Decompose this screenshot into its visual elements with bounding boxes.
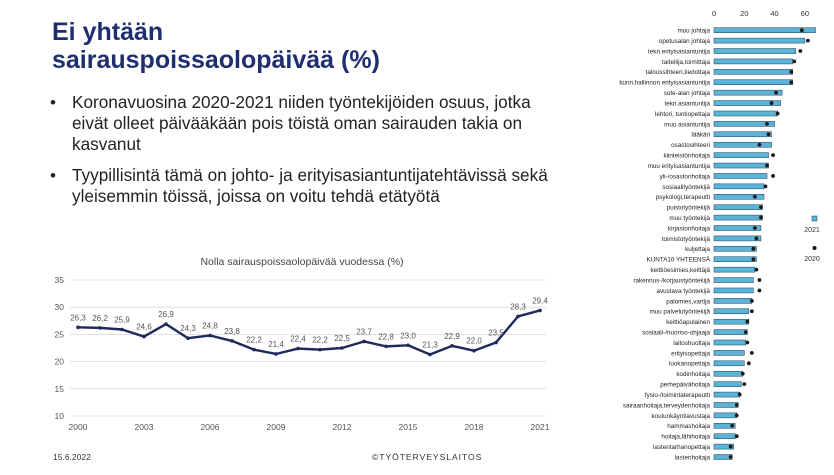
bar-2021 (714, 215, 762, 220)
marker-2020 (744, 330, 748, 334)
marker-2020 (771, 153, 775, 157)
marker-2020 (753, 195, 757, 199)
bar-category-label: luokanopettaja (669, 360, 710, 368)
data-label: 22,9 (444, 331, 460, 341)
y-tick-label: 25 (54, 329, 64, 340)
line-chart-grid (70, 280, 546, 416)
bullet-list (48, 92, 568, 217)
line-point (362, 340, 366, 344)
y-tick-label: 10 (54, 411, 64, 421)
bar-category-label: keittiöesimies,keittäjä (650, 267, 710, 275)
bar-2021 (714, 236, 761, 241)
line-point (472, 349, 476, 353)
legend-marker-2020 (813, 246, 817, 250)
bar-category-label: laitoshuoltaja (673, 339, 710, 347)
bar-2021 (714, 173, 767, 178)
line-point (98, 326, 102, 330)
x-tick-label: 2003 (134, 422, 154, 432)
line-point (406, 343, 410, 347)
data-label: 24,8 (202, 321, 218, 331)
marker-2020 (774, 91, 778, 95)
bullet-text-2: Tyypillisintä tämä on johto- ja erityisasiantuntijatehtävissä sekä yleisemmin töissä, joissa on voitu tehdä etätyötä (72, 165, 548, 206)
bar-category-label: taloussihteeri,tiedottaja (645, 69, 710, 77)
line-point (428, 353, 432, 357)
x-tick-label: 2000 (68, 422, 88, 432)
bar-category-label: kunn.hallinnon erityisasiantuntija (619, 79, 710, 87)
bar-2021 (714, 225, 761, 230)
legend-swatch-2021 (812, 216, 817, 221)
data-label: 23,8 (224, 326, 240, 336)
line-chart-title: Nolla sairauspoissaolopäivää vuodessa (%) (200, 256, 404, 268)
marker-2020 (806, 39, 810, 43)
marker-2020 (759, 216, 763, 220)
line-point (120, 328, 124, 332)
bar-category-label: perhepäivähoitaja (660, 381, 710, 389)
bar-2021 (714, 153, 769, 158)
bar-category-label: avustava työntekijä (656, 287, 710, 295)
bar-category-label: muu työntekijä (669, 214, 710, 222)
bar-category-label: erityisopettaja (671, 350, 710, 358)
bar-2021 (714, 267, 755, 272)
marker-2020 (765, 122, 769, 126)
bar-category-label: muu erityisasiantuntija (647, 162, 710, 170)
marker-2020 (750, 309, 754, 313)
bar-2021 (714, 28, 815, 33)
bar-2021 (714, 413, 737, 418)
bar-category-label: sairaanhoitaja,terveydenhoitaja (622, 402, 710, 410)
bar-2021 (714, 371, 743, 376)
bar-2021 (714, 246, 756, 251)
bar-category-label: koulunkäyntiavustaja (651, 412, 710, 420)
x-tick-label: 2012 (332, 422, 352, 432)
marker-2020 (729, 455, 733, 459)
bar-category-label: kirjastonhoitaja (667, 225, 710, 233)
marker-2020 (735, 413, 739, 417)
data-label: 26,3 (70, 313, 86, 323)
data-label: 22,4 (290, 334, 306, 344)
marker-2020 (753, 226, 757, 230)
data-label: 22,5 (334, 334, 350, 343)
x-tick-label: 2006 (200, 422, 220, 432)
bar-category-label: lääkäri (691, 131, 710, 139)
line-point (384, 345, 388, 349)
title-line-1: Ei yhtään (52, 18, 164, 46)
bar-2021 (714, 205, 762, 210)
marker-2020 (789, 70, 793, 74)
bar-2021 (714, 330, 747, 335)
bar-2021 (714, 111, 778, 116)
line-point (142, 335, 146, 339)
line-point (296, 347, 300, 351)
line-point (208, 334, 212, 338)
marker-2020 (742, 382, 746, 386)
line-point (252, 348, 256, 352)
bar-chart-rows (619, 28, 815, 462)
bar-2021 (714, 90, 782, 95)
bar-category-label: tekn.erityisasiantuntija (648, 48, 710, 56)
bar-x-tick-label: 40 (770, 9, 779, 18)
data-label: 21,3 (422, 340, 438, 350)
bar-category-label: hammashoitaja (667, 423, 710, 431)
bar-2021 (714, 49, 796, 54)
marker-2020 (792, 60, 796, 64)
bar-category-label: hoitaja,lähihoitaja (661, 433, 710, 441)
line-points (76, 309, 542, 357)
marker-2020 (800, 28, 804, 32)
bar-category-label: muu johtaja (677, 27, 710, 35)
bar-category-label: muu palvelutyöntekijä (649, 308, 710, 316)
data-label: 23,0 (400, 331, 416, 341)
line-point (164, 322, 168, 326)
bar-2021 (714, 121, 775, 126)
bar-2021 (714, 278, 753, 283)
marker-2020 (789, 80, 793, 84)
legend-label-2021: 2021 (804, 227, 820, 234)
data-label: 29,4 (532, 296, 548, 306)
bar-2021 (714, 163, 769, 168)
bar-2021 (714, 319, 749, 324)
bar-2021 (714, 69, 793, 74)
bar-2021 (714, 288, 753, 293)
bar-category-label: fysio-/toimintaterapeutti (644, 391, 710, 399)
data-label: 26,2 (92, 313, 108, 323)
bar-2021 (714, 80, 793, 85)
bar-category-label: sote-alan johtaja (663, 90, 710, 98)
marker-2020 (745, 320, 749, 324)
bar-2021 (714, 38, 805, 43)
bar-2021 (714, 194, 764, 199)
marker-2020 (759, 205, 763, 209)
y-tick-label: 30 (54, 302, 64, 313)
bar-2021 (714, 402, 738, 407)
data-label: 26,9 (158, 310, 174, 320)
marker-2020 (755, 237, 759, 241)
bar-category-label: sosiaalityöntekijä (662, 183, 710, 191)
bar-x-tick-label: 0 (711, 9, 717, 18)
marker-2020 (751, 257, 755, 261)
line-point (318, 348, 322, 352)
line-point (494, 341, 498, 345)
marker-2020 (751, 247, 755, 251)
marker-2020 (771, 174, 775, 178)
bar-category-label: lastentarhanopettaja (652, 444, 710, 452)
bar-category-label: puistotyöntekijä (666, 204, 710, 212)
bar-2021 (714, 340, 746, 345)
x-tick-label: 2009 (266, 422, 286, 432)
slide-title (52, 18, 432, 74)
marker-2020 (738, 393, 742, 397)
marker-2020 (741, 372, 745, 376)
data-label: 24,3 (180, 324, 196, 334)
bar-category-label: keittiöapulainen (666, 319, 710, 327)
line-point (230, 339, 234, 343)
data-label: 25,9 (114, 315, 130, 325)
line-point (450, 344, 454, 348)
marker-2020 (730, 424, 734, 428)
marker-2020 (758, 143, 762, 147)
marker-2020 (764, 184, 768, 188)
title-line-2: sairauspoissaolopäivää (%) (52, 46, 380, 74)
line-point (76, 326, 80, 330)
bar-category-label: toimistotyöntekijä (661, 235, 710, 243)
x-tick-label: 2018 (464, 422, 484, 432)
marker-2020 (735, 434, 739, 438)
data-label: 22,0 (466, 336, 482, 346)
line-series (78, 310, 540, 354)
bar-category-label: kiinteistönhoitaja (663, 152, 710, 160)
bar-category-label: tekn.asiantuntija (664, 100, 710, 108)
bar-chart-legend (804, 216, 820, 263)
bar-2021 (714, 361, 744, 366)
bar-x-tick-label: 60 (800, 9, 810, 18)
footer-org: ©TYÖTERVEYSLAITOS (372, 452, 483, 462)
bar-x-tick-label: 20 (740, 9, 749, 18)
marker-2020 (767, 132, 771, 136)
marker-2020 (745, 341, 749, 345)
bar-2021 (714, 309, 749, 314)
line-point (274, 352, 278, 356)
bullet-dot-icon: • (50, 93, 56, 112)
marker-2020 (750, 351, 754, 355)
bar-category-label: opetusalan johtaja (658, 38, 710, 46)
marker-2020 (758, 289, 762, 293)
bar-category-label: KUNTA10 YHTEENSÄ (646, 256, 710, 264)
bar-2021 (714, 392, 740, 397)
marker-2020 (770, 101, 774, 105)
bar-category-label: psykologi,terapeutti (655, 194, 710, 202)
x-tick-label: 2021 (530, 422, 550, 432)
data-label: 22,8 (378, 332, 394, 342)
data-label: 21,4 (268, 339, 284, 349)
bar-2021 (714, 184, 764, 189)
marker-2020 (729, 445, 733, 449)
bar-2021 (714, 298, 752, 303)
marker-2020 (758, 278, 762, 282)
bar-2021 (714, 382, 741, 387)
marker-2020 (750, 299, 754, 303)
bar-category-label: rakennus-/korjaustyöntekijä (633, 277, 710, 285)
line-point (516, 315, 520, 319)
bar-2021 (714, 101, 781, 106)
bar-category-label: kuljettaja (685, 246, 710, 254)
bar-category-label: osastosihteeri (671, 142, 710, 150)
marker-2020 (798, 49, 802, 53)
bar-2021 (714, 444, 734, 449)
data-label: 23,7 (356, 327, 372, 337)
data-label: 23,5 (488, 328, 504, 338)
bar-category-label: lastenhoitaja (674, 454, 710, 462)
bullet-text-1: Koronavuosina 2020-2021 niiden työntekijöiden osuus, jotka eivät olleet päivääkään pois töistä oman sairauden takia on kasvanut (72, 92, 531, 154)
line-data-labels (70, 296, 548, 349)
bar-2021 (714, 59, 793, 64)
y-tick-label: 35 (54, 275, 64, 285)
bar-category-label: sosiaali-/nuoriso-ohjaaja (642, 329, 710, 337)
bar-chart-x-axis (712, 9, 809, 18)
line-chart-y-axis (55, 275, 65, 421)
y-tick-label: 15 (54, 383, 64, 394)
bar-2021 (714, 350, 744, 355)
bar-category-label: lehtori, tuntiopettaja (655, 110, 710, 118)
marker-2020 (735, 403, 739, 407)
marker-2020 (776, 112, 780, 116)
data-label: 24,6 (136, 322, 152, 332)
bar-category-label: palomies,vartija (666, 298, 710, 306)
line-point (340, 346, 344, 350)
footer-date: 15.6.2022 (53, 452, 91, 462)
data-label: 22,2 (312, 335, 328, 345)
bar-2021 (714, 455, 732, 460)
marker-2020 (747, 361, 751, 365)
bullet-item (48, 92, 568, 155)
bar-category-label: taiteilija,toimittaja (662, 58, 710, 66)
line-chart-x-axis (69, 422, 550, 432)
marker-2020 (765, 164, 769, 168)
bar-2021 (714, 257, 756, 262)
line-point (186, 336, 190, 340)
bar-category-label: muu asiantuntija (664, 121, 710, 129)
bar-2021 (714, 434, 735, 439)
x-tick-label: 2015 (398, 422, 418, 432)
legend-label-2020: 2020 (804, 256, 820, 263)
y-tick-label: 20 (54, 356, 64, 367)
bullet-dot-icon: • (50, 166, 56, 185)
marker-2020 (755, 268, 759, 272)
bar-2021 (714, 142, 772, 147)
bar-category-label: yli-/osastonhoitaja (659, 173, 710, 181)
line-point (538, 309, 542, 313)
data-label: 28,3 (510, 302, 526, 312)
bar-category-label: kodinhoitaja (676, 371, 710, 379)
bullet-item (48, 165, 568, 207)
data-label: 22,2 (246, 335, 262, 345)
bar-2021 (714, 132, 772, 137)
bar-2021 (714, 423, 735, 428)
